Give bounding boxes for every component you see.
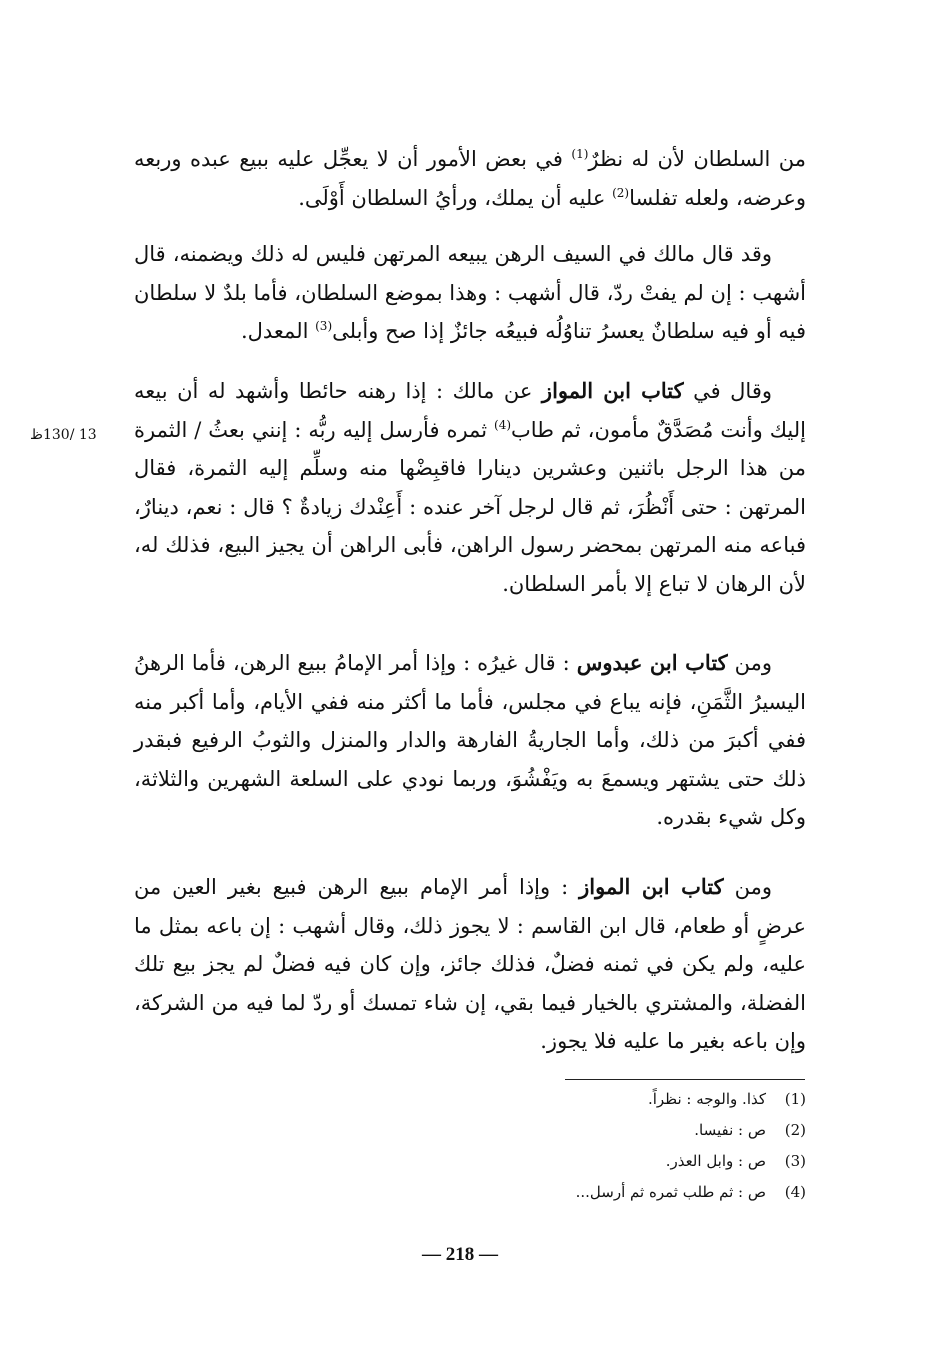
paragraph-1: [134, 140, 806, 217]
footnote-number: (3): [784, 1152, 806, 1170]
paragraph-text: وقال في: [683, 379, 772, 403]
footnote-item: [500, 1084, 806, 1115]
footnote-item: [500, 1177, 806, 1208]
paragraph-text: من السلطان لأن له نظرٌ: [588, 147, 806, 171]
footnote-ref: (1): [571, 147, 589, 161]
book-title: كتاب ابن عبدوس: [576, 650, 728, 675]
paragraph-text: ومن: [727, 651, 772, 675]
footnote-ref: (2): [612, 185, 630, 200]
book-title: كتاب ابن المواز: [541, 378, 684, 403]
footnote-ref: (4): [494, 417, 512, 432]
footnotes: [500, 1084, 806, 1208]
footnote-divider: [565, 1079, 805, 1080]
book-title: كتاب ابن المواز: [579, 874, 724, 899]
paragraph-text: : وإذا أمر الإمام ببيع الرهن فبيع بغير العين من عرضٍ أو طعام، قال ابن القاسم : لا يجوز ذلك، وقال أشهب : إن باعه بمثل ما عليه، ولم يكن في ثمنه فضلٌ، فذلك جائز، وإن كان فيه فضلٌ لم يجز بيع تلك الفضلة، والمشتري بالخيار فيما بقي، إن شاء تمسك أو ردّ لما فيه من الشركة، وإن باعه بغير ما عليه فلا يجوز.: [134, 875, 806, 1053]
paragraph-text: عن مالك : إذا رهنه حائطا وأشهد له أن بيعه إليك وأنت مُصَدَّقٌ مأمون، ثم طاب: [134, 379, 807, 442]
paragraph-text: ثمره فأرسل إليه ربُّه : إنني بعثُ / الثمرة من هذا الرجل باثنين وعشرين دينارا فاقبِضْها منه وسلِّم إليه الثمرة، فقال المرتهن : حتى أَنْظُرَ، ثم قال لرجل آخر عنده : أَعِنْدك زيادةٌ ؟ قال : نعم، دينارٌ، فباعه منه المرتهن بمحضر رسول الراهن، فأبى الراهن أن يجيز البيع، فذلك له، لأن الرهان لا تباع إلا بأمر السلطان.: [134, 417, 806, 596]
footnote-text: كذا. والوجه : نظراً.: [647, 1090, 766, 1108]
footnote-number: (2): [784, 1121, 806, 1139]
paragraph-text: ومن: [723, 875, 772, 899]
paragraph-3: [134, 372, 806, 603]
footnote-item: [500, 1146, 806, 1177]
manuscript-margin-note: 13 /130ظ: [30, 427, 97, 443]
paragraph-text: : قال غيرُه : وإذا أمر الإمامُ ببيع الرهن، فأما الرهنُ اليسيرُ الثَّمَنِ، فإنه يباع في مجلس، فأما ما أكثر منه ففي الأيام، وأما أكبر منه ففي أكبرَ من ذلك، وأما الجاريةُ الفارهة والدار والمنزل والثوبُ الرفيع فبقدر ذلك حتى يشتهر ويسمعَ به ويَفْشُوَ، وربما نودي على السلعة الشهرين والثلاثة، وكل شيء بقدره.: [134, 651, 806, 829]
page-number: — 218 —: [422, 1244, 498, 1265]
footnote-number: (4): [784, 1183, 806, 1201]
footnote-item: [500, 1115, 806, 1146]
paragraph-4: [134, 644, 806, 837]
footnote-ref: (3): [315, 319, 333, 333]
paragraph-text: المعدل.: [240, 319, 316, 343]
footnote-text: ص : ثم طلب ثمره ثم أرسل...: [575, 1183, 766, 1201]
paragraph-5: [134, 868, 806, 1061]
paragraph-text: في بعض الأمور أن لا يعجِّل عليه ببيع عبده وربعه وعرضه، ولعله تفلسا: [134, 147, 806, 210]
paragraph-2: [134, 235, 806, 351]
footnote-text: ص : نفيسا.: [694, 1121, 766, 1139]
paragraph-text: وقد قال مالك في السيف الرهن يبيعه المرتهن فليس له ذلك ويضمنه، قال أشهب : إن لم يفتْ ردّ، قال أشهب : وهذا بموضع السلطان، فأما بلدٌ لا سلطان فيه أو فيه سلطانٌ يعسرُ تناوُلُه فبيعُه جائزٌ إذا صح وأبلى: [134, 242, 806, 343]
footnote-text: ص : وابل العذر.: [665, 1152, 766, 1170]
paragraph-text: عليه أن يملك، ورأيُ السلطان أَوْلَى.: [298, 185, 613, 210]
footnote-number: (1): [784, 1090, 806, 1108]
